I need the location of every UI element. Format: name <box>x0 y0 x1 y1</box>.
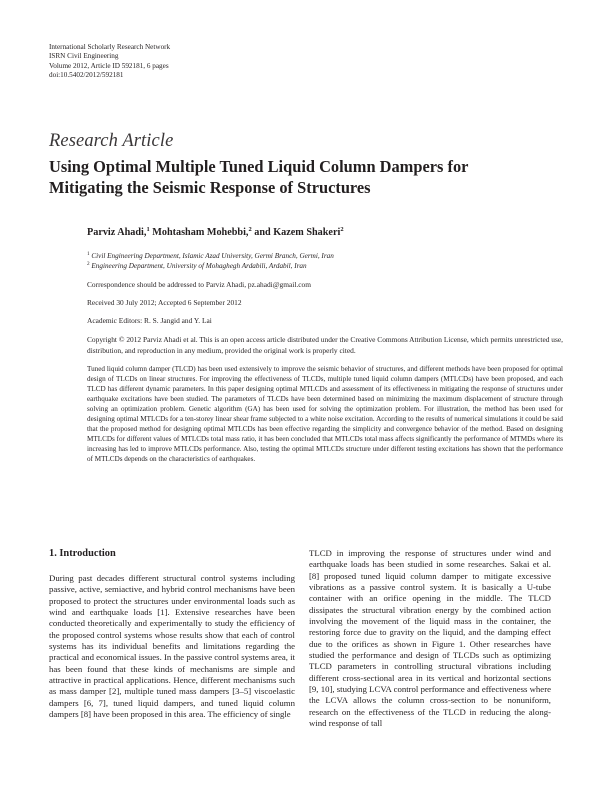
author-affiliation-mark: 1 <box>146 226 150 233</box>
affiliation-mark: 2 <box>87 261 90 268</box>
affiliations <box>87 251 334 272</box>
article-type: Research Article <box>49 131 174 151</box>
author-name: Parviz Ahadi, <box>87 227 147 238</box>
received-accepted-dates: Received 30 July 2012; Accepted 6 September 2012 <box>87 298 242 307</box>
volume-info: Volume 2012, Article ID 592181, 6 pages <box>49 61 169 70</box>
copyright-notice: Copyright © 2012 Parviz Ahadi et al. This is an open access article distributed under the Creative Commons Attribution License, which permits unrestricted use, distribution, and reproduction in any medium, provided the original work is properly cited. <box>87 335 563 355</box>
author-affiliation-mark: 2 <box>248 226 252 233</box>
correspondence: Correspondence should be addressed to Parviz Ahadi, pz.ahadi@gmail.com <box>87 280 311 289</box>
doi: doi:10.5402/2012/592181 <box>49 71 124 80</box>
author-name: Mohtasham Mohebbi, <box>152 227 249 238</box>
title-line: Using Optimal Multiple Tuned Liquid Column Dampers for <box>49 157 469 176</box>
affiliation <box>87 251 334 261</box>
article-title <box>49 157 569 198</box>
author-affiliation-mark: 2 <box>340 226 344 233</box>
academic-editors: Academic Editors: R. S. Jangid and Y. Lai <box>87 316 212 325</box>
subjournal-name: ISRN Civil Engineering <box>49 52 119 61</box>
body-column-left: During past decades different structural control systems including passive, active, semiactive, and hybrid control mechanisms have been proposed to protect the structures under environmental loads such as wind and earthquake loads [1]. Extensive researches have been conducted theoretically and experimentally to study the efficiency of the proposed control systems whose results show that each of control systems has its individual benefits and limitations regarding the practical and economical issues. In the passive control systems area, it has been found that these kinds of mechanisms are simple and attractive in practical applications. Hence, different mechanisms such as mass damper [2], multiple tuned mass dampers [3–5] viscoelastic dampers [6, 7], tuned liquid dampers, and tuned liquid column dampers [8] have been proposed in this area. The efficiency of single <box>49 573 295 720</box>
affiliation-text: Civil Engineering Department, Islamic Azad University, Germi Branch, Germi, Iran <box>91 252 334 260</box>
affiliation <box>87 261 334 271</box>
section-heading: 1. Introduction <box>49 548 116 559</box>
body-column-right: TLCD in improving the response of structures under wind and earthquake loads has been studied in some researches. Sakai et al. [8] proposed tuned liquid column damper to mitigate excessive vibrations as a passive control system. It is basically a U-tube container with an orifice opening in the middle. The TLCD dissipates the structural vibration energy by the combined action involving the movement of the liquid mass in the container, the restoring force due to gravity on the liquid, and the damping effect due to the orifices as shown in Figure 1. Other researches have studied the performance and design of TLCDs such as optimizing TLCD parameters in controlling structural vibrations including different cross-sectional area in its vertical and horizontal sections [9, 10], studying LCVA control performance and effectiveness where the LCVA allows the column cross-section to be nonuniform, research on the effectiveness of the TLCD in reducing the along-wind response of tall <box>309 548 551 729</box>
abstract: Tuned liquid column damper (TLCD) has been used extensively to improve the seismic behavior of structures, and different methods have been proposed for optimal design of TLCDs on linear structures. For improving the effectiveness of TLCDs, multiple tuned liquid column dampers (MTLCDs) have been proposed, and each TLCD has different dynamic parameters. In this paper designing optimal MTLCDs and assessment of its effectiveness in mitigating the response of structures under earthquake excitations have been studied. The parameters of TLCDs have been determined based on minimizing the maximum displacement of structure through solving an optimization problem. Genetic algorithm (GA) has been used for solving the optimization problem. For illustration, the method has been used for designing optimal MTLCDs for a ten-storey linear shear frame subjected to a white noise excitation. According to the results of numerical simulations it could be said that the proposed method for designing optimal MTLCDs has been effective regarding the simplicity and convergence behavior of the method. Based on designing MTLCDs for different values of MTLCDs total mass ratio, it has been concluded that MTLCDs total mass affects significantly the performance of MTMDs where its increasing has led to improve MTLCDs performance. Also, testing the optimal MTLCDs structure under different testing excitations has shown that the performance of MTLCDs depends on the characteristics of earthquakes. <box>87 365 563 463</box>
affiliation-mark: 1 <box>87 251 90 257</box>
journal-name: International Scholarly Research Network <box>49 43 171 51</box>
author-name: and Kazem Shakeri <box>254 227 341 238</box>
journal-masthead <box>49 43 170 81</box>
title-line: Mitigating the Seismic Response of Structures <box>49 177 371 197</box>
author-list <box>87 227 344 238</box>
affiliation-text: Engineering Department, University of Mohaghegh Ardabili, Ardabil, Iran <box>91 262 307 271</box>
